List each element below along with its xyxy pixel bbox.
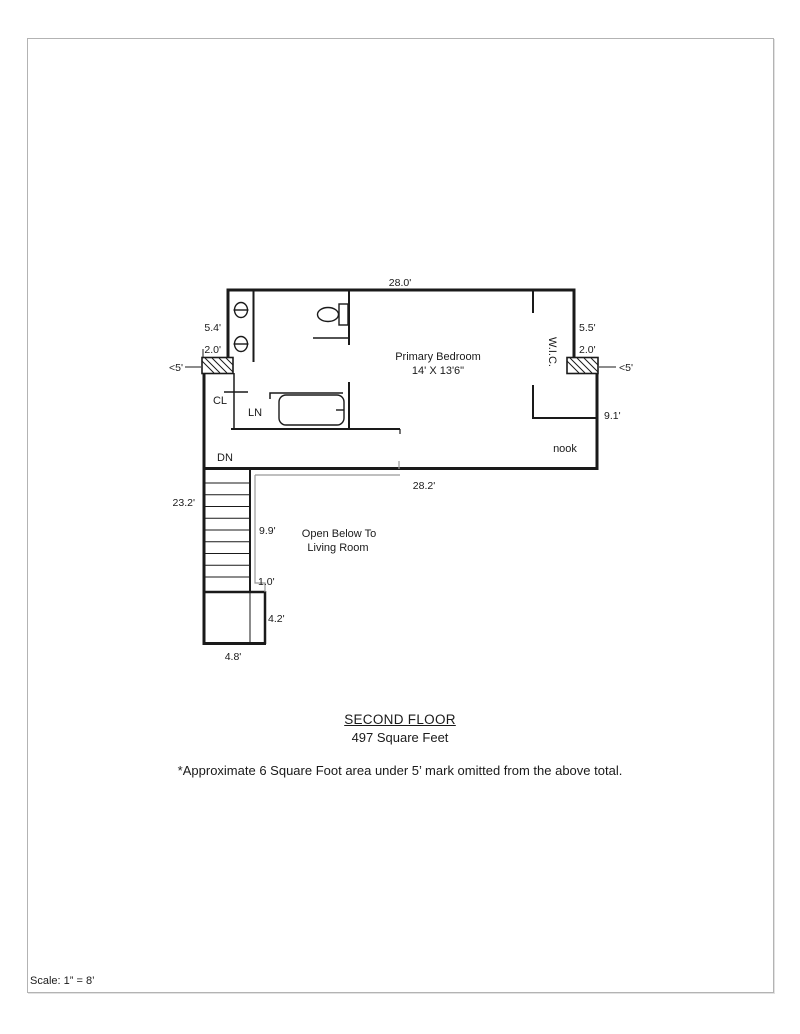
interior-walls	[231, 289, 597, 592]
dim-right-upper: 5.5'	[579, 322, 596, 334]
label-open-below-2: Living Room	[307, 542, 369, 554]
scale-note: Scale: 1” = 8’	[30, 975, 95, 987]
dim-lower-width: 28.2'	[412, 480, 436, 492]
label-stairs-down: DN	[217, 452, 233, 464]
dim-landing-width: 4.8'	[224, 651, 242, 663]
floor-area: 497 Square Feet	[351, 730, 449, 745]
label-wic: W.I.C.	[546, 337, 558, 367]
label-primary-bedroom-size: 14' X 13'6"	[411, 365, 465, 377]
dim-right-under5: <5'	[619, 362, 633, 374]
dim-wic-depth: 9.1'	[604, 410, 621, 422]
left-opening-hatch	[202, 358, 233, 374]
sink-basin-icon	[318, 308, 339, 322]
right-opening-hatch	[567, 358, 598, 374]
bathtub-fixture	[279, 395, 344, 425]
label-nook: nook	[553, 443, 577, 455]
floor-title: SECOND FLOOR	[344, 712, 456, 727]
bathtub-icon	[279, 395, 344, 425]
toilet-fixtures	[234, 303, 249, 352]
footnote: *Approximate 6 Square Foot area under 5’ mark omitted from the above total.	[177, 763, 623, 778]
dim-left-under5: <5'	[169, 362, 183, 374]
label-closet: CL	[212, 395, 228, 407]
label-open-below-1: Open Below To	[301, 528, 377, 540]
dim-open-below-depth: 9.9'	[259, 525, 276, 537]
dim-jog: 1.0'	[258, 576, 275, 588]
stair-treads	[204, 483, 250, 577]
label-primary-bedroom: Primary Bedroom	[395, 351, 481, 363]
label-linen: LN	[247, 407, 263, 419]
dim-left-opening: 2.0'	[204, 344, 221, 356]
dim-right-opening: 2.0'	[579, 344, 596, 356]
dim-left-total: 23.2'	[172, 497, 195, 509]
dim-top-width: 28.0'	[388, 277, 412, 289]
stair-landing-box	[203, 591, 267, 644]
room-labels	[213, 337, 577, 554]
sink-counter	[339, 304, 348, 325]
sink-fixture	[318, 304, 349, 325]
dim-landing-depth: 4.2'	[268, 613, 285, 625]
open-below-outline	[255, 429, 400, 592]
title-block	[0, 712, 800, 745]
dim-left-upper: 5.4'	[204, 322, 221, 334]
